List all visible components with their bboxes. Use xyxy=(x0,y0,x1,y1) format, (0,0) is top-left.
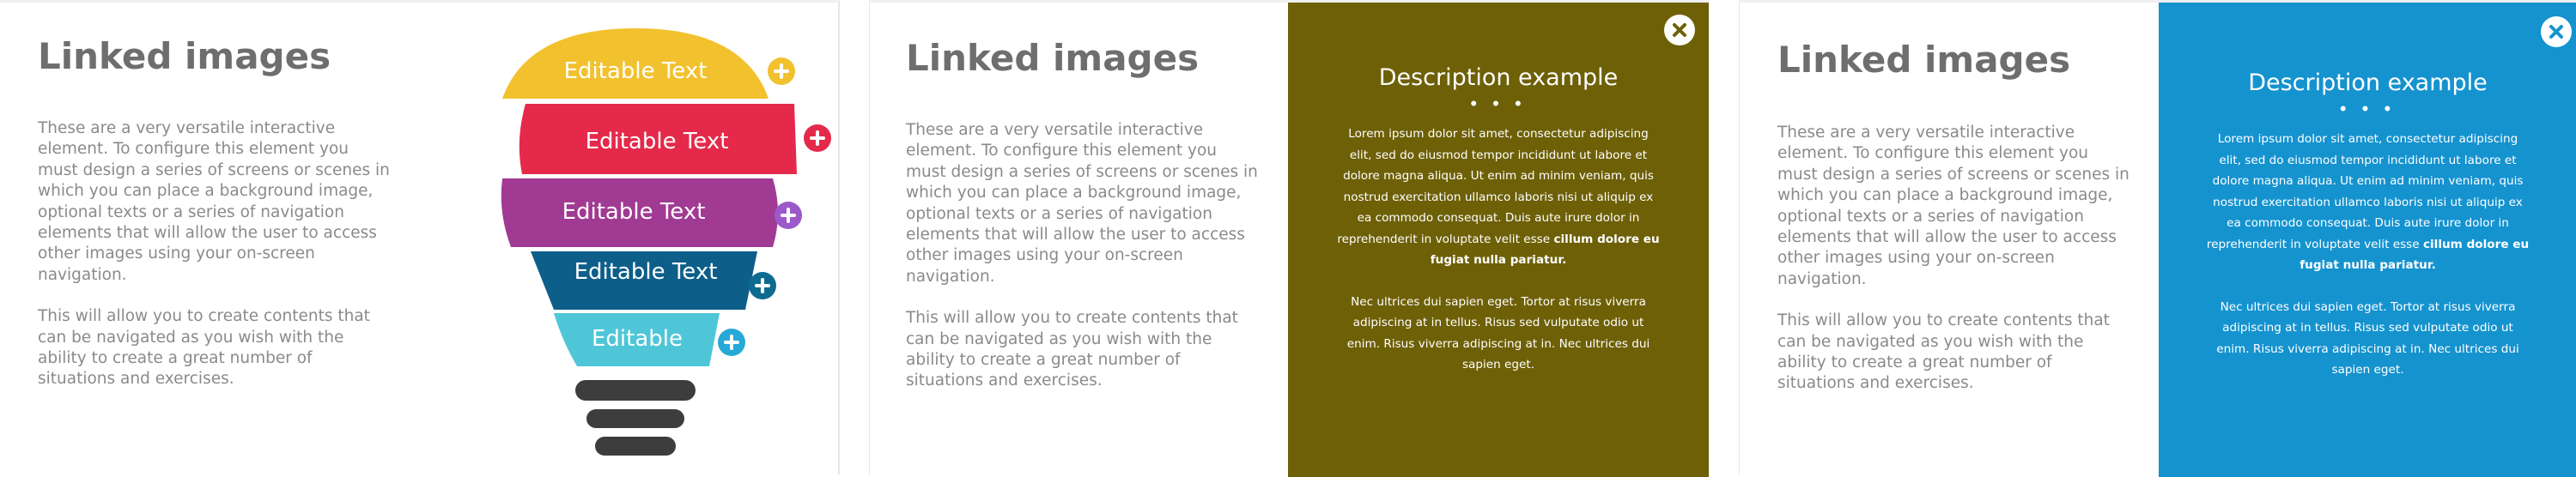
desc-line: adipiscing at in tellus. Risus sed vulputate odio ut xyxy=(2222,321,2513,335)
desc-line: sapien eget. xyxy=(1461,358,1535,371)
desc-line: ea commodo consequat. Duis aute irure dolor in xyxy=(1357,211,1640,225)
linked-images-panel-bulb xyxy=(0,0,840,474)
plus-button-5[interactable] xyxy=(718,329,745,356)
desc-line: elit, sed do eiusmod tempor incididunt ut labore et xyxy=(2219,153,2517,167)
close-button[interactable] xyxy=(1664,15,1695,45)
intro-paragraph-1: These are a very versatile interactive element. To configure this element you must design a series of screens or scenes in which you can place a background image, optional texts or a series of navigation elements that will allow the user to access other images using your on-screen navigation. xyxy=(38,119,390,284)
intro-paragraph-2: This will allow you to create contents that can be navigated as you wish with the ability to create a great number of situations and exercises. xyxy=(1777,311,2110,393)
description-paragraph-2 xyxy=(2159,297,2576,381)
intro-text xyxy=(906,120,1258,413)
close-icon xyxy=(1664,15,1695,45)
desc-line: reprehenderit in voluptate velit esse cillum dolore eu xyxy=(2206,237,2530,251)
desc-line: fugiat nulla pariatur. xyxy=(1430,253,1567,267)
bulb-base-bar-1 xyxy=(575,380,696,401)
description-paragraph-1 xyxy=(2159,129,2576,276)
bulb-segment-1-label: Editable Text xyxy=(563,58,708,84)
desc-line: Nec ultrices dui sapien eget. Tortor at risus viverra xyxy=(2220,299,2516,314)
desc-line: Lorem ipsum dolor sit amet, consectetur adipiscing xyxy=(2217,132,2518,146)
description-text xyxy=(1288,124,1709,376)
desc-line: dolore magna aliqua. Ut enim ad minim veniam, quis xyxy=(2212,174,2524,188)
plus-button-3[interactable] xyxy=(775,202,802,229)
plus-button-1[interactable] xyxy=(768,57,795,85)
desc-line: reprehenderit in voluptate velit esse cillum dolore eu xyxy=(1337,232,1660,246)
intro-paragraph-1: These are a very versatile interactive element. To configure this element you must design a series of screens or scenes in which you can place a background image, optional texts or a series of navigation elements that will allow the user to access other images using your on-screen navigation. xyxy=(1777,124,2129,288)
intro-paragraph-2: This will allow you to create contents that can be navigated as you wish with the ability to create a great number of situations and exercises. xyxy=(906,309,1238,390)
intro-text xyxy=(38,118,390,411)
close-icon xyxy=(2541,16,2572,47)
description-heading: Description example xyxy=(1378,64,1619,91)
bulb-segment-4-label: Editable Text xyxy=(574,259,718,285)
bulb-segment-3-label: Editable Text xyxy=(562,199,706,225)
description-overlay xyxy=(1288,3,1709,477)
lightbulb-infographic xyxy=(489,9,850,464)
description-paragraph-1 xyxy=(1288,124,1709,271)
linked-images-panel-description-blue xyxy=(1739,0,2576,474)
description-paragraph-2 xyxy=(1288,292,1709,376)
desc-line: dolore magna aliqua. Ut enim ad minim veniam, quis xyxy=(1343,169,1654,183)
bulb-segment-5-label: Editable xyxy=(591,326,683,352)
desc-line: enim. Risus viverra adipiscing at in. Nec ultrices dui xyxy=(1346,336,1650,351)
desc-line: nostrud exercitation ullamco laboris nisi ut aliquip ex xyxy=(2213,195,2523,209)
desc-line: nostrud exercitation ullamco laboris nisi ut aliquip ex xyxy=(1343,190,1654,204)
desc-line: Nec ultrices dui sapien eget. Tortor at risus viverra xyxy=(1351,294,1646,309)
bulb-base-bar-3 xyxy=(595,437,676,456)
plus-button-2[interactable] xyxy=(804,124,831,152)
linked-images-panel-description-olive xyxy=(869,0,1709,474)
desc-line: ea commodo consequat. Duis aute irure dolor in xyxy=(2227,216,2509,230)
desc-line: elit, sed do eiusmod tempor incididunt ut labore et xyxy=(1349,148,1648,162)
dots-divider: • • • xyxy=(1470,93,1527,114)
description-text xyxy=(2159,129,2576,381)
desc-line: fugiat nulla pariatur. xyxy=(2300,258,2436,272)
bulb-segment-2-label: Editable Text xyxy=(585,129,729,154)
dots-divider: • • • xyxy=(2339,98,2397,119)
bulb-base-bar-2 xyxy=(586,409,684,428)
intro-paragraph-1: These are a very versatile interactive element. To configure this element you must design a series of screens or scenes in which you can place a background image, optional texts or a series of navigation elements that will allow the user to access other images using your on-screen navigation. xyxy=(906,121,1258,286)
desc-line: enim. Risus viverra adipiscing at in. Nec ultrices dui xyxy=(2216,341,2519,356)
description-overlay xyxy=(2159,3,2576,477)
page-title: Linked images xyxy=(1777,39,2071,81)
intro-text xyxy=(1777,123,2129,415)
desc-line: Lorem ipsum dolor sit amet, consectetur adipiscing xyxy=(1348,127,1649,141)
desc-line: adipiscing at in tellus. Risus sed vulputate odio ut xyxy=(1352,316,1644,329)
page-title: Linked images xyxy=(38,35,331,77)
intro-paragraph-2: This will allow you to create contents that can be navigated as you wish with the ability to create a great number of situations and exercises. xyxy=(38,307,370,389)
close-button[interactable] xyxy=(2541,16,2572,47)
plus-button-4[interactable] xyxy=(749,272,776,299)
desc-line: sapien eget. xyxy=(2331,363,2404,377)
description-heading: Description example xyxy=(2248,69,2488,96)
page-title: Linked images xyxy=(906,37,1200,79)
